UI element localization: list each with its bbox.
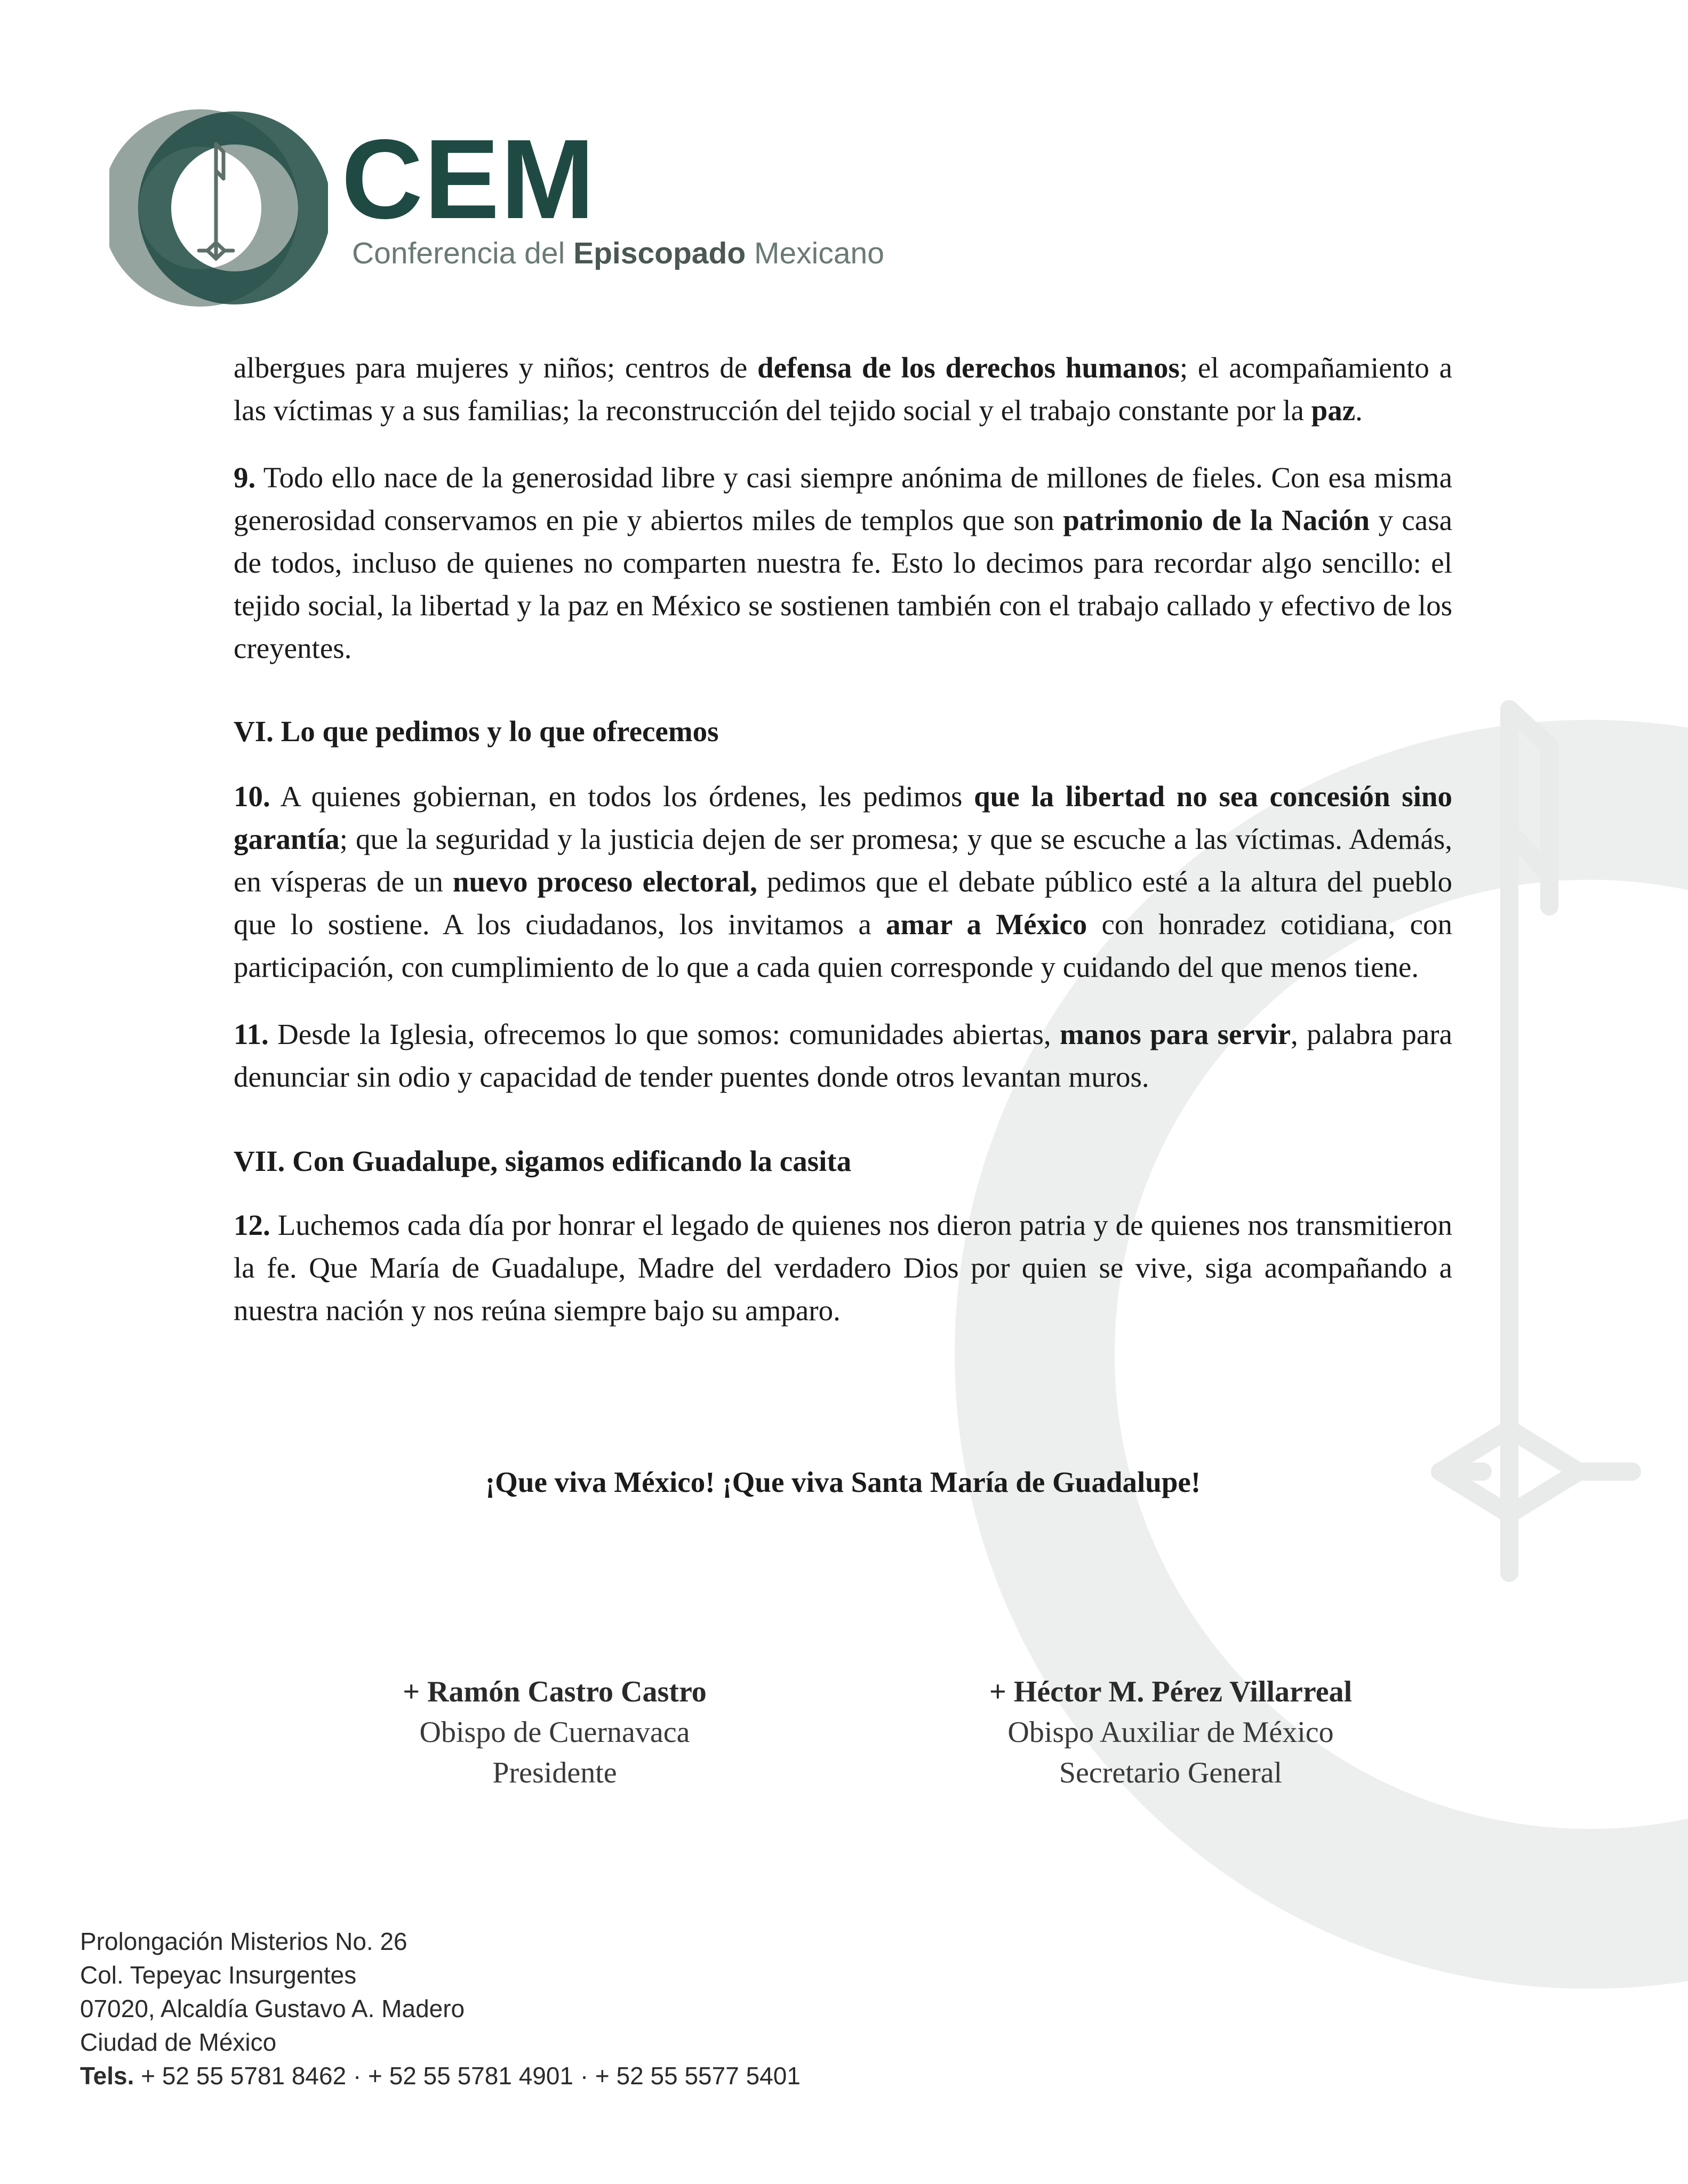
signatory-role: Presidente (492, 1756, 617, 1789)
text-run: A quienes gobiernan, en todos los órdenes, les pedimos (270, 780, 974, 813)
bold-run: manos para servir (1060, 1018, 1291, 1050)
text-run: , palabra para denunciar sin odio y capacidad de tender puentes donde otros levantan muros. (234, 1018, 1452, 1093)
closing-exclamation: ¡Que viva México! ¡Que viva Santa María de Guadalupe! (485, 1466, 1201, 1498)
text-run: Todo ello nace de la generosidad libre y casi siempre anónima de millones de fieles. Con esa misma generosidad conservamos en pie y abiertos miles de templos que son (234, 461, 1452, 536)
paragraph-number: 12. (234, 1209, 270, 1241)
text-run: pedimos que el debate público esté a la altura del pueblo que lo sostiene. A los ciudadanos, los invitamos a (234, 865, 1452, 941)
signatory-name: + Ramón Castro Castro (403, 1675, 707, 1708)
bold-run: defensa de los derechos humanos (757, 351, 1180, 384)
bold-run: amar a México (886, 908, 1087, 941)
signature-block-secretary (931, 1672, 1411, 1793)
paragraph-8-continuation (234, 347, 1452, 432)
signatory-role: Secretario General (1059, 1756, 1283, 1789)
logo-title: CEM (341, 116, 596, 242)
paragraph-12 (234, 1204, 1452, 1332)
text-run: Desde la Iglesia, ofrecemos lo que somos: comunidades abiertas, (268, 1018, 1060, 1050)
text-run: . (1355, 394, 1363, 427)
section-heading-vii: VII. Con Guadalupe, sigamos edificando la casita (234, 1145, 852, 1177)
footer-address (80, 1925, 801, 2093)
paragraph-10 (234, 775, 1452, 989)
logo-subtitle-pre: Conferencia del (352, 236, 574, 270)
text-run: albergues para mujeres y niños; centros de (234, 351, 757, 384)
text-run: y casa de todos, incluso de quienes no comparten nuestra fe. Esto lo decimos para recordar algo sencillo: el tejido social, la libertad y la paz en México se sostienen también con el trabajo callado y efectivo de los creyentes. (234, 504, 1453, 664)
signature-block-president (315, 1672, 795, 1793)
bold-run: que la libertad no sea concesión sino garantía (234, 780, 1452, 855)
paragraph-9 (234, 456, 1452, 670)
signatory-title: Obispo Auxiliar de México (1007, 1716, 1334, 1749)
bold-run: patrimonio de la Nación (1063, 504, 1370, 536)
paragraph-11 (234, 1013, 1452, 1098)
cem-logo-icon (109, 99, 328, 317)
address-line: Prolongación Misterios No. 26 (80, 1928, 407, 1955)
signatory-name: + Héctor M. Pérez Villarreal (989, 1675, 1353, 1708)
phone-line (80, 2059, 801, 2093)
text-run: ; que la seguridad y la justicia dejen de ser promesa; y que se escuche a las víctimas. Además, en vísperas de un (234, 823, 1452, 898)
logo-subtitle (352, 235, 884, 272)
signatory-title: Obispo de Cuernavaca (419, 1716, 690, 1749)
paragraph-number: 10. (234, 780, 270, 813)
bold-run: paz (1311, 394, 1356, 427)
paragraph-number: 11. (234, 1018, 269, 1050)
logo-subtitle-bold: Episcopado (573, 236, 746, 270)
text-run: Luchemos cada día por honrar el legado de quienes nos dieron patria y de quienes nos transmitieron la fe. Que María de Guadalupe, Madre del verdadero Dios por quien se vive, siga acompañando a nuestra nación y nos reúna siempre bajo su amparo. (234, 1209, 1452, 1327)
letter-body (234, 347, 1452, 1332)
address-line: Ciudad de México (80, 2028, 277, 2056)
address-line: Col. Tepeyac Insurgentes (80, 1961, 357, 1989)
text-run: con honradez cotidiana, con participación, con cumplimiento de lo que a cada quien corresponde y cuidando del que menos tiene. (234, 908, 1452, 983)
phone-label: Tels. (80, 2062, 134, 2090)
section-heading-vi: VI. Lo que pedimos y lo que ofrecemos (234, 715, 719, 748)
address-line: 07020, Alcaldía Gustavo A. Madero (80, 1995, 465, 2022)
bold-run: nuevo proceso electoral, (452, 865, 757, 898)
phone-numbers: + 52 55 5781 8462 · + 52 55 5781 4901 · + 52 55 5577 5401 (134, 2062, 801, 2090)
logo-subtitle-post: Mexicano (746, 236, 884, 270)
text-run: ; el acompañamiento a las víctimas y a sus familias; la reconstrucción del tejido social y el trabajo constante por la (234, 351, 1453, 427)
paragraph-number: 9. (234, 461, 256, 494)
